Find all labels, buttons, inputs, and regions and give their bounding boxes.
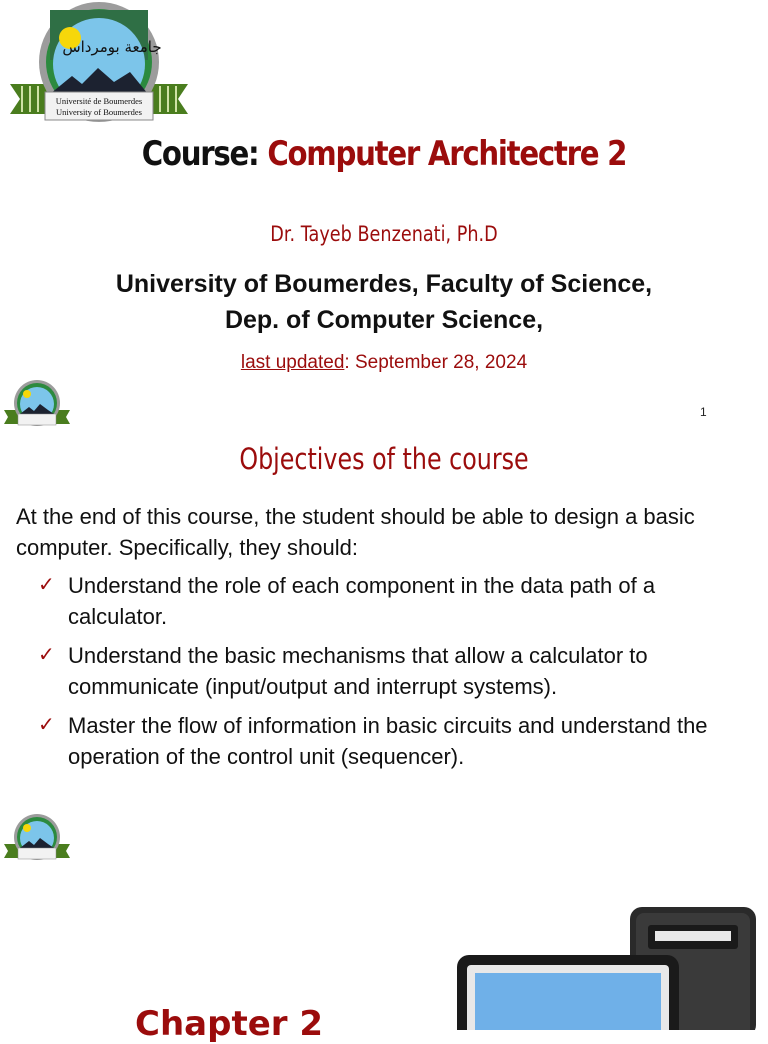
affiliation-line-1: University of Boumerdes, Faculty of Science, <box>115 270 653 298</box>
check-icon: ✓ <box>38 644 55 666</box>
objectives-title: Objectives of the course <box>239 442 529 476</box>
course-title-prefix: Course: <box>141 134 268 174</box>
page-number: 1 <box>700 405 707 419</box>
objective-text: Master the flow of information in basic circuits and understand the operation of the control unit (sequencer). <box>68 713 708 769</box>
objective-text: Understand the role of each component in the data path of a calculator. <box>68 573 656 629</box>
chapter-title: Chapter 2 <box>135 1004 324 1044</box>
university-logo-small <box>4 814 70 862</box>
author-name: Dr. Tayeb Benzenati, Ph.D <box>270 222 498 246</box>
logo-caption-fr: Université de Boumerdes <box>55 96 143 106</box>
last-updated-separator: : <box>344 352 355 373</box>
computer-icon <box>455 905 760 1030</box>
objective-item <box>38 640 758 702</box>
check-icon: ✓ <box>38 574 55 596</box>
logo-arabic-text: جامعة بومرداس <box>62 38 162 56</box>
objective-item <box>38 710 758 772</box>
objective-text: Understand the basic mechanisms that allow a calculator to communicate (input/output and interrupt systems). <box>68 643 648 699</box>
check-icon: ✓ <box>38 714 55 736</box>
last-updated-label: last updated <box>240 352 345 373</box>
affiliation <box>0 266 768 338</box>
objective-item <box>38 570 758 632</box>
logo-caption-en: University of Boumerdes <box>56 107 142 117</box>
university-logo-small <box>4 380 70 428</box>
course-title <box>54 134 714 174</box>
last-updated-date: September 28, 2024 <box>354 352 528 373</box>
last-updated <box>0 352 768 374</box>
affiliation-line-2: Dep. of Computer Science, <box>224 306 544 334</box>
objectives-list <box>38 570 758 780</box>
university-logo <box>10 2 188 126</box>
objectives-intro: At the end of this course, the student should be able to design a basic computer. Specifically, they should: <box>16 504 695 560</box>
course-name: Computer Architectre 2 <box>267 134 627 174</box>
